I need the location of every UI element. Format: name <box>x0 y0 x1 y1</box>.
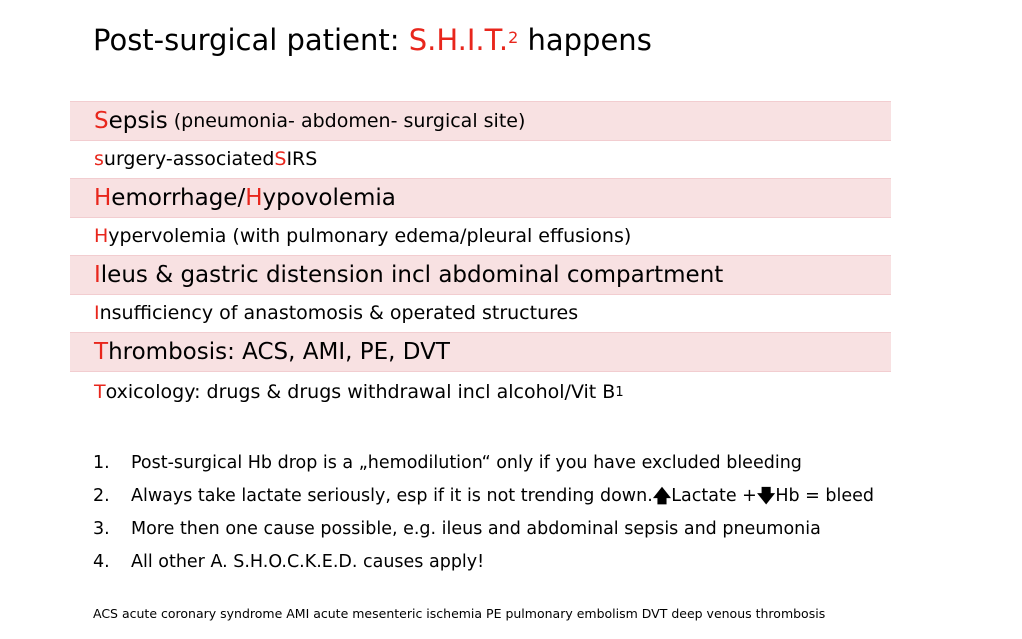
initial-letter: T <box>94 381 106 403</box>
list-number: 4. <box>93 552 110 572</box>
title-acronym: S.H.I.T. <box>408 23 509 57</box>
numbered-notes <box>93 447 874 579</box>
row-note: (pneumonia- abdomen- surgical site) <box>173 110 526 132</box>
row-text: oxicology: drugs & drugs withdrawal incl alcohol/Vit B <box>105 381 616 403</box>
initial-letter: s <box>94 148 104 170</box>
row-hemorrhage <box>70 178 891 218</box>
title-prefix: Post-surgical patient: <box>93 23 409 57</box>
list-item <box>93 447 874 480</box>
row-sepsis <box>70 101 891 141</box>
slide-title <box>93 20 652 60</box>
initial-letter: H <box>94 185 112 211</box>
list-item <box>93 546 874 579</box>
row-text-2: ypovolemia <box>262 185 396 211</box>
list-item <box>93 513 874 546</box>
list-text-mid: Lactate + <box>671 486 757 506</box>
list-text: All other A. S.H.O.C.K.E.D. causes apply! <box>131 552 485 572</box>
initial-letter-2: H <box>245 185 263 211</box>
initial-letter: S <box>94 108 109 134</box>
row-text: ypervolemia (with pulmonary edema/pleural effusions) <box>108 225 632 247</box>
initial-letter: I <box>94 302 100 324</box>
row-text-2: IRS <box>286 148 318 170</box>
row-hypervolemia <box>70 219 891 253</box>
list-item <box>93 480 874 513</box>
row-text: nsufficiency of anastomosis & operated structures <box>99 302 579 324</box>
row-text: urgery-associated <box>103 148 275 170</box>
row-sirs <box>70 142 891 176</box>
initial-letter-2: S <box>274 148 287 170</box>
up-arrow-icon: 🡅 <box>652 486 672 507</box>
list-number: 3. <box>93 519 110 539</box>
abbreviations-footnote: ACS acute coronary syndrome AMI acute mesenteric ischemia PE pulmonary embolism DVT deep venous thrombosis <box>93 606 826 621</box>
initial-letter: T <box>94 339 109 365</box>
title-superscript: 2 <box>508 28 519 47</box>
row-insufficiency <box>70 296 891 330</box>
list-number: 2. <box>93 486 110 506</box>
row-ileus <box>70 255 891 295</box>
row-text: hrombosis: ACS, AMI, PE, DVT <box>108 339 450 365</box>
list-text: Post-surgical Hb drop is a „hemodilution“ only if you have excluded bleeding <box>131 453 802 473</box>
list-text-end: Hb = bleed <box>775 486 875 506</box>
initial-letter: H <box>94 225 109 247</box>
list-text: More then one cause possible, e.g. ileus and abdominal sepsis and pneumonia <box>131 519 821 539</box>
row-text: epsis <box>108 108 168 134</box>
initial-letter: I <box>94 262 101 288</box>
row-text: leus & gastric distension incl abdominal compartment <box>100 262 724 288</box>
list-text: Always take lactate seriously, esp if it is not trending down. <box>131 486 653 506</box>
row-thrombosis <box>70 332 891 372</box>
title-suffix: happens <box>518 23 652 57</box>
row-toxicology <box>70 373 891 411</box>
row-text: emorrhage/ <box>111 185 246 211</box>
list-number: 1. <box>93 453 110 473</box>
down-arrow-icon: 🡇 <box>756 486 776 507</box>
subscript: 1 <box>615 384 624 400</box>
